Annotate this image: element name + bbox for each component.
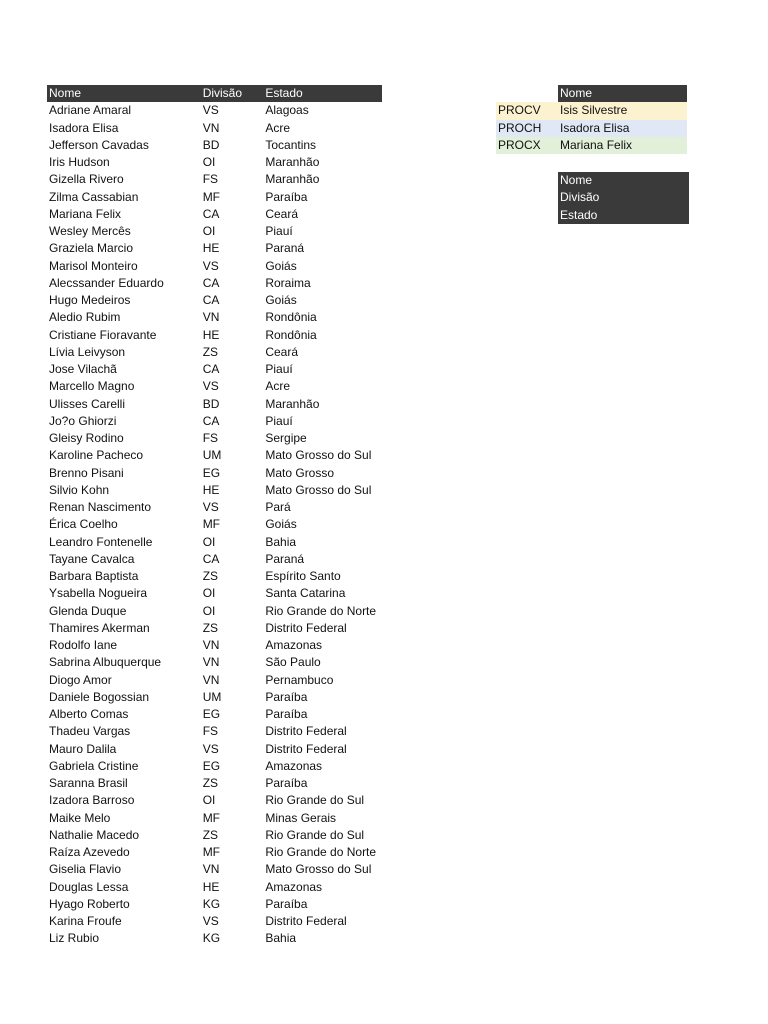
cell-nome[interactable]: Raíza Azevedo [49, 845, 130, 860]
lookup-label[interactable]: PROCH [498, 120, 542, 135]
header-nome[interactable]: Nome [47, 85, 201, 102]
cell-estado[interactable]: Maranhão [265, 172, 320, 187]
table-row [47, 913, 382, 930]
table-row [47, 378, 382, 395]
field-estado[interactable]: Estado [558, 207, 689, 224]
cell-divisao[interactable]: CA [202, 362, 220, 377]
cell-estado[interactable]: Distrito Federal [265, 741, 347, 756]
cell-estado[interactable]: Rio Grande do Sul [265, 793, 365, 808]
cell-nome[interactable]: Douglas Lessa [49, 879, 129, 894]
cell-divisao[interactable]: VS [202, 103, 219, 118]
cell-divisao[interactable]: MF [202, 845, 221, 860]
lookup-value[interactable]: Isis Silvestre [560, 103, 628, 118]
cell-nome[interactable]: Silvio Kohn [49, 482, 110, 497]
cell-nome[interactable]: Lívia Leivyson [49, 344, 126, 359]
cell-estado[interactable]: Paraíba [265, 776, 308, 791]
cell-nome[interactable]: Brenno Pisani [49, 465, 124, 480]
table-row [47, 189, 382, 206]
field-nome[interactable]: Nome [558, 172, 689, 189]
cell-divisao[interactable]: HE [202, 879, 220, 894]
table-row [47, 844, 382, 861]
cell-divisao[interactable]: HE [202, 327, 220, 342]
cell-estado[interactable]: Ceará [265, 344, 299, 359]
cell-divisao[interactable]: OI [202, 793, 216, 808]
cell-nome[interactable]: Alberto Comas [49, 707, 129, 722]
table-row [47, 827, 382, 844]
field-divisao[interactable]: Divisão [558, 189, 689, 206]
lookup-value[interactable]: Mariana Felix [560, 137, 633, 152]
cell-divisao[interactable]: VS [202, 914, 219, 929]
cell-estado[interactable]: Pará [265, 500, 291, 515]
cell-nome[interactable]: Hugo Medeiros [49, 293, 131, 308]
cell-divisao[interactable]: CA [202, 413, 220, 428]
table-row [47, 292, 382, 309]
cell-estado[interactable]: Rondônia [265, 327, 317, 342]
cell-estado[interactable]: Rio Grande do Norte [265, 845, 377, 860]
cell-estado[interactable]: Mato Grosso do Sul [265, 448, 372, 463]
cell-nome[interactable]: Ulisses Carelli [49, 396, 126, 411]
cell-nome[interactable]: Isadora Elisa [49, 120, 119, 135]
lookup-label[interactable]: PROCX [498, 137, 541, 152]
lookup-header-row [496, 85, 687, 102]
cell-nome[interactable]: Marisol Monteiro [49, 258, 138, 273]
cell-divisao[interactable]: VS [202, 258, 219, 273]
table-row [47, 223, 382, 240]
table-row [47, 879, 382, 896]
cell-estado[interactable]: Rio Grande do Sul [265, 827, 365, 842]
cell-estado[interactable]: Distrito Federal [265, 914, 347, 929]
cell-estado[interactable]: Distrito Federal [265, 724, 347, 739]
cell-estado[interactable]: Piauí [265, 413, 293, 428]
cell-estado[interactable]: Santa Catarina [265, 586, 346, 601]
cell-estado[interactable]: São Paulo [265, 655, 321, 670]
cell-estado[interactable]: Maranhão [265, 155, 320, 170]
cell-divisao[interactable]: CA [202, 275, 220, 290]
cell-estado[interactable]: Alagoas [265, 103, 309, 118]
cell-nome[interactable]: Renan Nascimento [49, 500, 152, 515]
table-row [47, 396, 382, 413]
cell-divisao[interactable]: VN [202, 672, 220, 687]
table-row [47, 637, 382, 654]
table-row [47, 102, 382, 119]
cell-divisao[interactable]: EG [202, 707, 221, 722]
cell-divisao[interactable]: ZS [202, 827, 219, 842]
cell-estado[interactable]: Distrito Federal [265, 620, 347, 635]
cell-divisao[interactable]: VN [202, 862, 220, 877]
cell-divisao[interactable]: MF [202, 517, 221, 532]
cell-divisao[interactable]: MF [202, 189, 221, 204]
cell-nome[interactable]: Tayane Cavalca [49, 551, 135, 566]
table-row [47, 758, 382, 775]
cell-nome[interactable]: Gizella Rivero [49, 172, 124, 187]
cell-nome[interactable]: Aledio Rubim [49, 310, 121, 325]
table-row [47, 568, 382, 585]
table-body [47, 102, 382, 947]
lookup-header-nome[interactable]: Nome [558, 85, 687, 102]
cell-nome[interactable]: Marcello Magno [49, 379, 135, 394]
cell-estado[interactable]: Maranhão [265, 396, 320, 411]
cell-estado[interactable]: Mato Grosso do Sul [265, 482, 372, 497]
cell-estado[interactable]: Ceará [265, 206, 299, 221]
cell-nome[interactable]: Thadeu Vargas [49, 724, 131, 739]
cell-nome[interactable]: Thamires Akerman [49, 620, 150, 635]
cell-estado[interactable]: Roraima [265, 275, 311, 290]
cell-nome[interactable]: Hyago Roberto [49, 896, 130, 911]
cell-divisao[interactable]: VN [202, 310, 220, 325]
header-divisao[interactable]: Divisão [201, 85, 264, 102]
cell-nome[interactable]: Daniele Bogossian [49, 689, 150, 704]
table-row [47, 258, 382, 275]
cell-nome[interactable]: Jose Vilachã [49, 362, 117, 377]
cell-nome[interactable]: Leandro Fontenelle [49, 534, 153, 549]
cell-nome[interactable]: Ysabella Nogueira [49, 586, 148, 601]
cell-nome[interactable]: Zilma Cassabian [49, 189, 139, 204]
table-row [47, 447, 382, 464]
table-row [47, 741, 382, 758]
cell-estado[interactable]: Mato Grosso [265, 465, 335, 480]
cell-estado[interactable]: Minas Gerais [265, 810, 337, 825]
cell-nome[interactable]: Nathalie Macedo [49, 827, 140, 842]
cell-estado[interactable]: Goiás [265, 517, 297, 532]
table-row [47, 585, 382, 602]
lookup-table [496, 85, 687, 154]
table-row [47, 137, 382, 154]
cell-divisao[interactable]: HE [202, 241, 220, 256]
cell-divisao[interactable]: OI [202, 586, 216, 601]
cell-nome[interactable]: Maike Melo [49, 810, 111, 825]
cell-divisao[interactable]: ZS [202, 620, 219, 635]
cell-divisao[interactable]: BD [202, 396, 220, 411]
cell-divisao[interactable]: OI [202, 224, 216, 239]
cell-divisao[interactable]: VS [202, 379, 219, 394]
cell-estado[interactable]: Amazonas [265, 758, 323, 773]
table-row [47, 792, 382, 809]
cell-estado[interactable]: Pernambuco [265, 672, 334, 687]
cell-estado[interactable]: Rondônia [265, 310, 317, 325]
cell-nome[interactable]: Gleisy Rodino [49, 431, 124, 446]
cell-divisao[interactable]: OI [202, 603, 216, 618]
field-list-table [558, 172, 689, 224]
table-row [47, 551, 382, 568]
table-row [47, 430, 382, 447]
cell-estado[interactable]: Paraíba [265, 896, 308, 911]
cell-nome[interactable]: Giselia Flavio [49, 862, 122, 877]
table-row [47, 775, 382, 792]
cell-nome[interactable]: Jefferson Cavadas [49, 137, 149, 152]
cell-nome[interactable]: Gabriela Cristine [49, 758, 139, 773]
cell-estado[interactable]: Bahia [265, 931, 297, 946]
cell-divisao[interactable]: ZS [202, 344, 219, 359]
cell-divisao[interactable]: VN [202, 120, 220, 135]
cell-divisao[interactable]: FS [202, 724, 219, 739]
cell-nome[interactable]: Jo?o Ghiorzi [49, 413, 117, 428]
table-row [47, 603, 382, 620]
cell-divisao[interactable]: HE [202, 482, 220, 497]
lookup-row-procv [496, 102, 687, 119]
table-row [47, 672, 382, 689]
cell-divisao[interactable]: VN [202, 655, 220, 670]
table-row [47, 361, 382, 378]
cell-nome[interactable]: Iris Hudson [49, 155, 110, 170]
cell-divisao[interactable]: VN [202, 638, 220, 653]
cell-estado[interactable]: Paraíba [265, 189, 308, 204]
table-row [47, 534, 382, 551]
cell-estado[interactable]: Piauí [265, 362, 293, 377]
cell-divisao[interactable]: FS [202, 172, 219, 187]
data-table [47, 85, 382, 948]
cell-divisao[interactable]: EG [202, 465, 221, 480]
table-row [47, 206, 382, 223]
lookup-row-procx [496, 137, 687, 154]
cell-estado[interactable]: Espírito Santo [265, 569, 341, 584]
table-row [47, 620, 382, 637]
cell-divisao[interactable]: UM [202, 448, 222, 463]
table-row [47, 171, 382, 188]
table-row [47, 930, 382, 947]
cell-estado[interactable]: Amazonas [265, 879, 323, 894]
lookup-value[interactable]: Isadora Elisa [560, 120, 630, 135]
cell-estado[interactable]: Amazonas [265, 638, 323, 653]
table-row [47, 499, 382, 516]
table-row [47, 309, 382, 326]
cell-estado[interactable]: Goiás [265, 293, 297, 308]
cell-nome[interactable]: Karina Froufe [49, 914, 122, 929]
cell-divisao[interactable]: ZS [202, 569, 219, 584]
cell-divisao[interactable]: CA [202, 206, 220, 221]
table-row [47, 896, 382, 913]
table-row [47, 327, 382, 344]
cell-nome[interactable]: Alecssander Eduardo [49, 275, 164, 290]
cell-estado[interactable]: Rio Grande do Norte [265, 603, 377, 618]
cell-nome[interactable]: Izadora Barroso [49, 793, 135, 808]
cell-divisao[interactable]: OI [202, 155, 216, 170]
cell-nome[interactable]: Glenda Duque [49, 603, 127, 618]
cell-nome[interactable]: Graziela Marcio [49, 241, 134, 256]
lookup-label[interactable]: PROCV [498, 103, 541, 118]
cell-divisao[interactable]: OI [202, 534, 216, 549]
cell-divisao[interactable]: CA [202, 293, 220, 308]
table-row [47, 275, 382, 292]
cell-nome[interactable]: Diogo Amor [49, 672, 112, 687]
table-row [47, 154, 382, 171]
lookup-header-blank[interactable] [496, 85, 558, 102]
cell-nome[interactable]: Adriane Amaral [49, 103, 132, 118]
table-row [47, 723, 382, 740]
cell-nome[interactable]: Mauro Dalila [49, 741, 117, 756]
cell-nome[interactable]: Érica Coelho [49, 517, 118, 532]
cell-estado[interactable]: Acre [265, 120, 291, 135]
cell-divisao[interactable]: VS [202, 500, 219, 515]
cell-estado[interactable]: Goiás [265, 258, 297, 273]
table-row [47, 706, 382, 723]
cell-nome[interactable]: Karoline Pacheco [49, 448, 144, 463]
table-row [47, 516, 382, 533]
cell-divisao[interactable]: VS [202, 741, 219, 756]
table-row [47, 465, 382, 482]
cell-nome[interactable]: Sabrina Albuquerque [49, 655, 162, 670]
table-header-row [47, 85, 382, 102]
header-estado[interactable]: Estado [263, 85, 382, 102]
cell-estado[interactable]: Paraná [265, 551, 305, 566]
lookup-row-proch [496, 120, 687, 137]
table-row [47, 861, 382, 878]
cell-estado[interactable]: Bahia [265, 534, 297, 549]
cell-estado[interactable]: Paraíba [265, 707, 308, 722]
table-row [47, 413, 382, 430]
table-row [47, 240, 382, 257]
cell-nome[interactable]: Rodolfo Iane [49, 638, 118, 653]
cell-divisao[interactable]: UM [202, 689, 222, 704]
cell-divisao[interactable]: BD [202, 137, 220, 152]
cell-estado[interactable]: Paraíba [265, 689, 308, 704]
table-row [47, 689, 382, 706]
cell-estado[interactable]: Mato Grosso do Sul [265, 862, 372, 877]
table-row [47, 654, 382, 671]
cell-estado[interactable]: Paraná [265, 241, 305, 256]
cell-nome[interactable]: Barbara Baptista [49, 569, 139, 584]
cell-divisao[interactable]: KG [202, 896, 221, 911]
cell-divisao[interactable]: FS [202, 431, 219, 446]
table-row [47, 344, 382, 361]
cell-nome[interactable]: Cristiane Fioravante [49, 327, 157, 342]
cell-estado[interactable]: Piauí [265, 224, 293, 239]
cell-divisao[interactable]: EG [202, 758, 221, 773]
cell-estado[interactable]: Acre [265, 379, 291, 394]
cell-nome[interactable]: Wesley Mercês [49, 224, 131, 239]
cell-nome[interactable]: Mariana Felix [49, 206, 122, 221]
cell-estado[interactable]: Tocantins [265, 137, 317, 152]
cell-estado[interactable]: Sergipe [265, 431, 307, 446]
table-row [47, 810, 382, 827]
cell-divisao[interactable]: KG [202, 931, 221, 946]
cell-divisao[interactable]: ZS [202, 776, 219, 791]
cell-nome[interactable]: Liz Rubio [49, 931, 100, 946]
table-row [47, 120, 382, 137]
cell-nome[interactable]: Saranna Brasil [49, 776, 128, 791]
cell-divisao[interactable]: CA [202, 551, 220, 566]
cell-divisao[interactable]: MF [202, 810, 221, 825]
table-row [47, 482, 382, 499]
